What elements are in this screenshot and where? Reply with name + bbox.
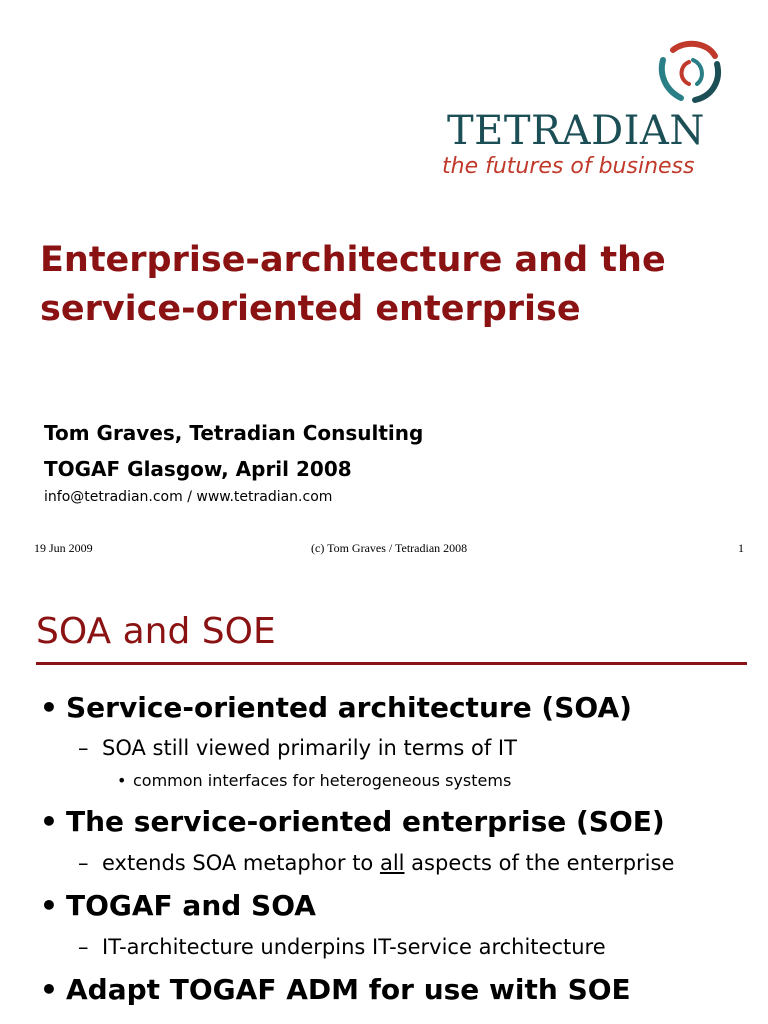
bullet-item bbox=[40, 804, 665, 840]
bullet-item bbox=[40, 972, 631, 1008]
footer-page-number: 1 bbox=[738, 541, 744, 555]
contact-line: info@tetradian.com / www.tetradian.com bbox=[44, 489, 333, 505]
bullet-glyph: • bbox=[40, 973, 58, 1006]
bullet-glyph: • bbox=[40, 691, 58, 724]
sub-bullet-text: IT-architecture underpins IT-service architecture bbox=[102, 935, 606, 959]
sub-sub-bullet-item bbox=[117, 770, 511, 792]
bullet-item bbox=[40, 888, 316, 924]
event-line: TOGAF Glasgow, April 2008 bbox=[44, 457, 352, 481]
slide1-title-line1: Enterprise-architecture and the bbox=[40, 240, 666, 280]
bullet-text: The service-oriented enterprise (SOE) bbox=[66, 805, 665, 838]
swirl-logo-icon bbox=[655, 40, 725, 106]
sub-bullet-item bbox=[78, 933, 606, 961]
bullet-glyph: • bbox=[40, 805, 58, 838]
bullet-text: Service-oriented architecture (SOA) bbox=[66, 691, 632, 724]
title-divider bbox=[36, 662, 747, 665]
sub-bullet-item bbox=[78, 849, 674, 877]
sub-sub-bullet-text: common interfaces for heterogeneous systems bbox=[133, 771, 512, 790]
logo-wordmark: TETRADIAN bbox=[447, 108, 705, 154]
bullet-text: TOGAF and SOA bbox=[66, 889, 316, 922]
slide1-title bbox=[40, 236, 740, 334]
bullet-text: Adapt TOGAF ADM for use with SOE bbox=[66, 973, 631, 1006]
sub-bullet-text-start: extends SOA metaphor to bbox=[102, 851, 380, 875]
author-line: Tom Graves, Tetradian Consulting bbox=[44, 421, 424, 445]
underlined-word: all bbox=[379, 851, 405, 875]
logo-tagline: the futures of business bbox=[442, 154, 695, 179]
dash-glyph: – bbox=[78, 935, 89, 959]
dash-glyph: – bbox=[78, 851, 89, 875]
sub-bullet-item bbox=[78, 734, 517, 762]
slide1-title-line2: service-oriented enterprise bbox=[40, 289, 581, 329]
slide2-title: SOA and SOE bbox=[36, 611, 276, 652]
bullet-glyph: • bbox=[40, 889, 58, 922]
bullet-item bbox=[40, 690, 632, 726]
sub-bullet-text: SOA still viewed primarily in terms of IT bbox=[102, 736, 517, 760]
dash-glyph: – bbox=[78, 736, 89, 760]
footer-copyright: (c) Tom Graves / Tetradian 2008 bbox=[311, 541, 468, 555]
sub-bullet-text-end: aspects of the enterprise bbox=[404, 851, 675, 875]
bullet-glyph: • bbox=[117, 771, 127, 790]
footer-date: 19 Jun 2009 bbox=[34, 541, 93, 555]
